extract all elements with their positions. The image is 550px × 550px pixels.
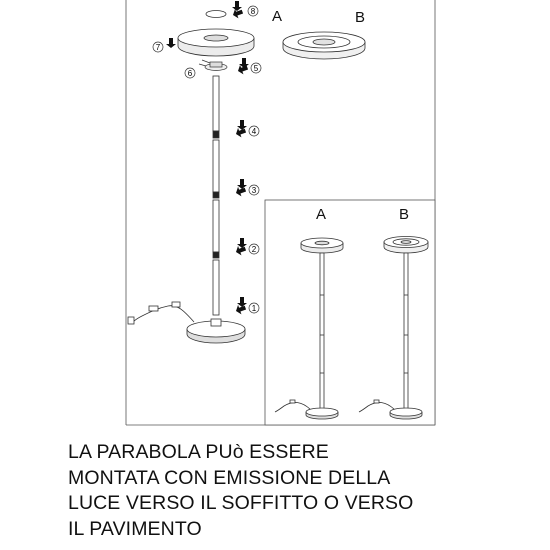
caption-line-2: MONTATA CON EMISSIONE DELLA <box>68 466 391 489</box>
label-b-inset: B <box>399 206 410 223</box>
power-cable <box>128 302 194 324</box>
lamp-base <box>187 319 245 343</box>
step-5-label: 5 <box>253 64 259 73</box>
caption-line-1: LA PARABOLA PUò ESSERE <box>68 441 329 463</box>
label-a-main: A <box>272 8 283 25</box>
label-a-inset: A <box>316 206 327 223</box>
caption-line-4: IL PAVIMENTO <box>68 517 202 540</box>
pole <box>213 76 219 315</box>
assembly-note <box>68 440 538 542</box>
label-b-main: B <box>355 9 366 26</box>
step-1-label: 1 <box>251 304 257 313</box>
shade-b <box>283 32 365 59</box>
step-3-label: 3 <box>251 186 257 195</box>
top-cap-disc <box>206 11 226 18</box>
inset-frame <box>265 200 435 425</box>
step-2-label: 2 <box>251 245 257 254</box>
caption-line-3: LUCE VERSO IL SOFFITTO O VERSO <box>68 492 414 514</box>
step-4-label: 4 <box>251 127 257 136</box>
step-7-label: 7 <box>155 43 161 52</box>
shade-a <box>178 29 254 56</box>
step-6-label: 6 <box>187 69 193 78</box>
step-8-label: 8 <box>250 7 256 16</box>
shade-connector <box>199 60 227 71</box>
